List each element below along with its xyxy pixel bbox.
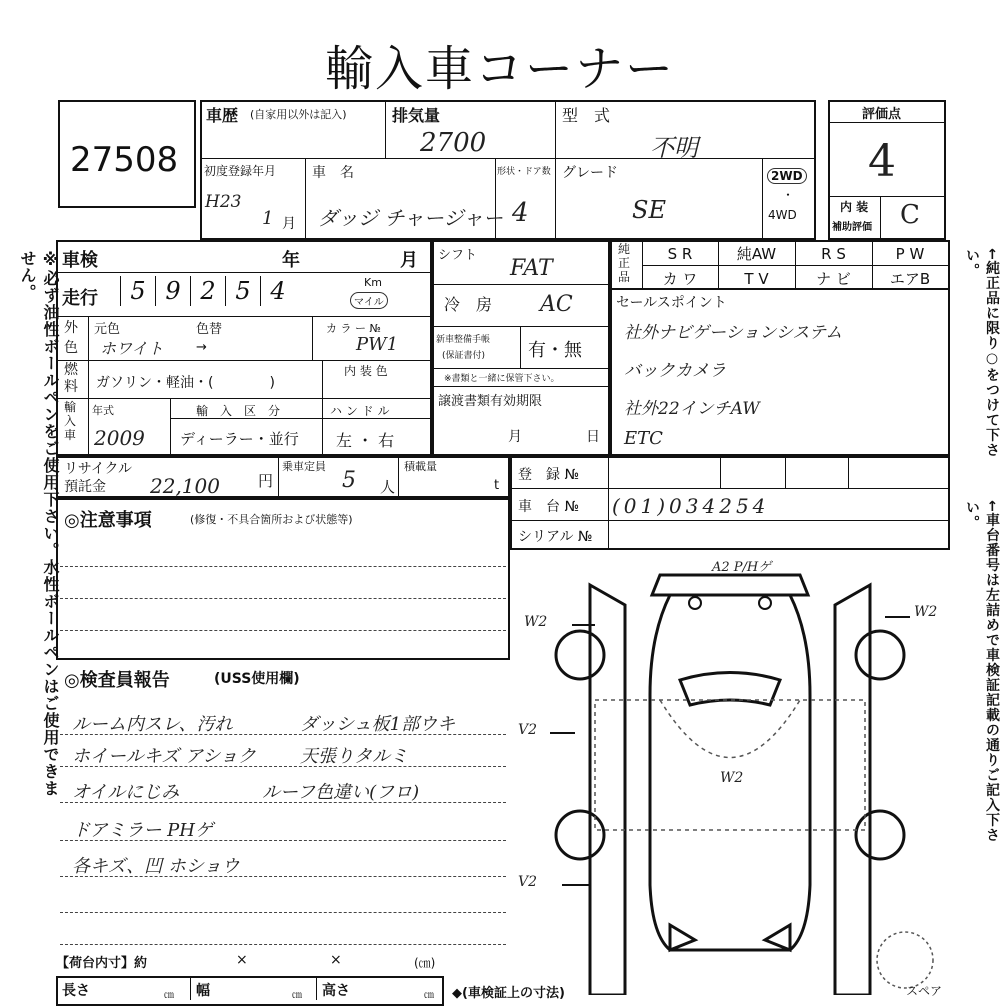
displacement-label: 排気量 [392, 106, 441, 125]
interior-label-2: 補助評価 [832, 222, 872, 233]
cautions-sub: (修復・不具合箇所および状態等) [190, 513, 353, 526]
car-name-label: 車 名 [312, 165, 354, 181]
report-line-6: ルーフ色違い(フロ) [262, 782, 420, 803]
cargo-height: 高さ [322, 983, 350, 999]
chassis-value: (01)034254 [612, 494, 770, 518]
displacement-value: 2700 [420, 128, 487, 158]
chassis-label: 車 台 № [518, 499, 580, 515]
report-line-8: 各キズ、凹 ホショウ [72, 856, 240, 877]
first-reg-month-unit: 月 [282, 216, 296, 232]
doors-value: 4 [512, 198, 529, 228]
report-line-1: ルーム内スレ、汚れ [72, 714, 233, 735]
handle-value: 左 ・ 右 [336, 431, 395, 450]
cargo-x2: × [330, 952, 342, 968]
cargo-dims-table [56, 976, 444, 1006]
first-reg-month: 1 [262, 208, 274, 229]
ext-color-arrow: → [196, 340, 207, 355]
cautions-label: ◎注意事項 [64, 510, 152, 531]
grade-label: グレード [562, 165, 618, 181]
cargo-length-unit: ㎝ [164, 990, 174, 1001]
inspection-label: 車検 [62, 250, 98, 271]
report-label: ◎検査員報告 [64, 670, 170, 691]
recycle-unit: 円 [258, 472, 274, 490]
cargo-height-unit: ㎝ [424, 990, 434, 1001]
odometer [120, 276, 295, 306]
mark-right-top: W2 [914, 604, 938, 620]
spare-label: スペア [906, 984, 943, 998]
serial-label: シリアル № [518, 529, 593, 545]
registration-label: 登 録 № [518, 467, 580, 483]
import-type-label: 輸 入 区 分 [196, 404, 281, 418]
mark-left-top: W2 [524, 614, 548, 630]
grade-value: SE [632, 196, 666, 224]
odometer-digit: 2 [190, 276, 225, 306]
cargo-label: 【荷台内寸】約 [56, 956, 148, 971]
transfer-docs-label: 譲渡書類有効期限 [438, 394, 543, 409]
inspection-month: 月 [400, 250, 418, 271]
right-note-genuine: ←純正品に限り○をつけて下さい。 [964, 248, 1000, 458]
handle-label: ハ ン ド ル [330, 404, 390, 418]
drive-4wd: 4WD [768, 208, 797, 222]
ext-color-label: 外色 [64, 320, 78, 356]
report-line-4: 天張りタルミ [300, 746, 408, 767]
genuine-part-option: T V [744, 270, 769, 288]
odometer-digit: 5 [225, 276, 260, 306]
genuine-part-option: S R [667, 245, 693, 263]
capacity-value: 5 [342, 468, 356, 493]
shift-label: シフト [438, 248, 478, 263]
maint-book-value: 有・無 [528, 340, 582, 361]
doors-label: 形状・ドア数 [497, 167, 551, 177]
interior-value: C [900, 200, 920, 230]
genuine-part-option: 純AW [736, 245, 777, 263]
cargo-width: 幅 [196, 983, 210, 999]
genuine-part-option: ナ ビ [816, 270, 851, 288]
mark-top: A2 P/Hゲ [712, 560, 772, 575]
report-line-2: ダッシュ板1部ウキ [300, 714, 456, 735]
sales-point-3: 社外22インチAW [624, 399, 760, 419]
ac-label: 冷 房 [444, 295, 493, 314]
ext-color-orig: 元色 [94, 322, 121, 337]
genuine-row-2 [642, 268, 948, 289]
report-sub: (USS使用欄) [214, 671, 300, 687]
report-line-5: オイルにじみ [72, 782, 180, 803]
mileage-unit-km: Km [364, 276, 382, 289]
inspection-year: 年 [282, 250, 300, 271]
color-no-value: PW1 [356, 334, 399, 355]
genuine-row-1 [642, 243, 948, 264]
fuel-value: ガソリン・軽油・( ) [96, 375, 275, 391]
cargo-x1: × [236, 952, 248, 968]
history-sub: (自家用以外は記入) [250, 108, 347, 121]
shift-value: FAT [510, 256, 553, 281]
right-note-chassis: ←車台番号は左詰めで車検証記載の通りご記入下さい。 [964, 500, 1000, 843]
interior-color-label: 内 装 色 [344, 364, 388, 378]
import-car-label: 輸入車 [64, 400, 77, 442]
sales-point-1: 社外ナビゲーションシステム [624, 323, 843, 343]
transfer-docs-month: 月 [508, 429, 522, 445]
maint-book-label-2: (保証書付) [442, 351, 486, 361]
odometer-digit: 5 [120, 276, 155, 306]
history-label: 車歴 [206, 106, 239, 125]
ext-color-value: ホワイト [100, 339, 164, 358]
import-year-label: 年式 [92, 404, 114, 417]
recycle-label-1: リサイクル [64, 461, 133, 477]
car-name-value: ダッジ チャージャー [318, 206, 503, 230]
sales-points-label: セールスポイント [616, 295, 727, 311]
model-code-label: 型 式 [562, 106, 611, 125]
load-label: 積載量 [404, 460, 437, 473]
drive-dot: ・ [782, 188, 795, 202]
load-unit: t [494, 478, 500, 493]
recycle-label-2: 預託金 [64, 479, 106, 495]
cargo-width-unit: ㎝ [292, 990, 302, 1001]
left-note: ※必ず油性ボールペンをご使用下さい。水性ボールペンはご使用できません。 [18, 250, 60, 797]
model-code-value: 不明 [650, 134, 698, 162]
cargo-unit: (㎝) [414, 956, 436, 970]
mileage-label: 走行 [62, 288, 98, 309]
odometer-digit: 4 [260, 276, 295, 306]
first-reg-label: 初度登録年月 [204, 164, 277, 178]
sales-point-2: バックカメラ [624, 361, 726, 381]
score-value: 4 [868, 136, 896, 187]
ext-color-change: 色替 [196, 322, 223, 337]
import-type-value: ディーラー・並行 [180, 430, 299, 448]
genuine-part-option: カ ワ [662, 270, 698, 288]
sales-point-4: ETC [624, 428, 663, 449]
capacity-unit: 人 [380, 478, 396, 496]
transfer-docs-day: 日 [586, 429, 600, 445]
mark-left-mid: V2 [518, 722, 538, 738]
lot-number: 27508 [70, 140, 179, 180]
drive-2wd: 2WD [767, 168, 807, 184]
maint-book-label-1: 新車整備手帳 [436, 335, 491, 345]
recycle-value: 22,100 [150, 474, 220, 498]
genuine-label: 純正品 [618, 242, 631, 284]
genuine-part-option: R S [821, 245, 846, 263]
report-line-3: ホイールキズ アショク [72, 746, 256, 767]
mileage-unit-mile: マイル [350, 292, 388, 309]
score-label: 評価点 [862, 107, 902, 122]
fuel-label: 燃料 [64, 362, 78, 395]
mark-left-bottom: V2 [518, 874, 538, 890]
genuine-part-option: P W [895, 245, 925, 263]
page-title: 輸入車コーナー [324, 41, 675, 97]
ac-value: AC [540, 292, 573, 317]
mark-center: W2 [720, 770, 744, 786]
odometer-digit: 9 [155, 276, 190, 306]
first-reg-year: H23 [205, 192, 242, 212]
genuine-part-option: エアB [889, 270, 931, 288]
cargo-note: ◆(車検証上の寸法) [452, 986, 565, 1001]
capacity-label: 乗車定員 [282, 460, 326, 473]
maint-book-note: ※書類と一緒に保管下さい。 [444, 374, 560, 384]
report-line-7: ドアミラー PHゲ [72, 820, 213, 841]
cargo-length: 長さ [62, 983, 90, 999]
interior-label-1: 内 装 [840, 200, 869, 214]
color-no-label: カ ラ ー № [326, 322, 381, 335]
import-year-value: 2009 [94, 426, 145, 450]
